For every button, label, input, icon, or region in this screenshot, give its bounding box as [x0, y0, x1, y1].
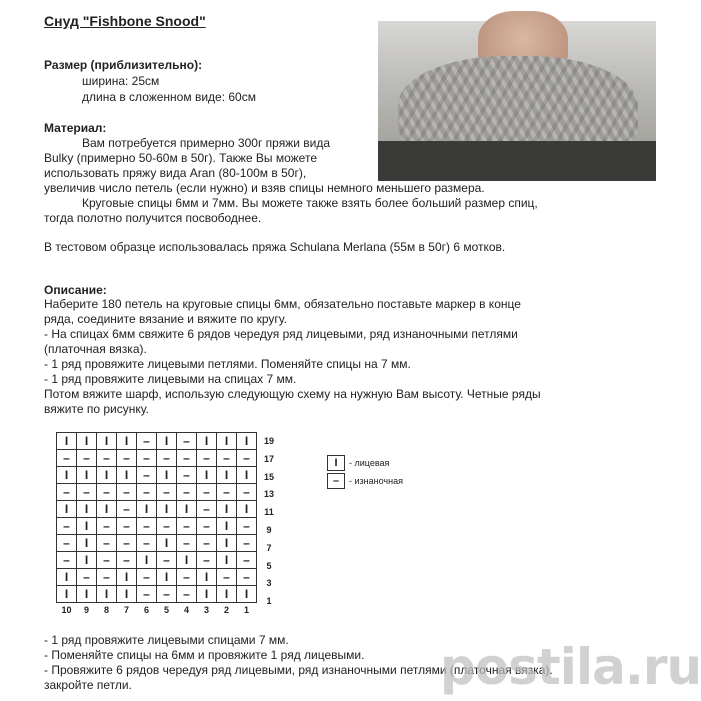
purl-stitch: –: [237, 569, 257, 586]
knit-stitch: I: [117, 586, 137, 603]
row-number: 13: [263, 489, 274, 500]
row-number: 11: [264, 507, 274, 518]
test-sample-note: В тестовом образце использовалась пряжа Schulana Merlana (55м в 50г) 6 мотков.: [44, 240, 506, 254]
purl-stitch: –: [137, 467, 157, 484]
description-line: ряда, соедините вязание и вяжите по кругу.: [44, 312, 287, 326]
purl-stitch: –: [137, 484, 157, 501]
knit-stitch: I: [217, 535, 237, 552]
material-line: Bulky (примерно 50-60м в 50г). Также Вы можете: [44, 151, 317, 165]
knit-stitch: I: [197, 433, 217, 450]
column-number: 2: [223, 605, 229, 615]
knit-stitch: I: [57, 501, 77, 518]
column-numbers: [57, 603, 257, 618]
material-heading: Материал:: [44, 121, 107, 135]
row-number: 7: [266, 542, 272, 553]
row-number: 9: [266, 525, 272, 535]
finish-line: - Провяжите 6 рядов чередуя ряд лицевыми, ряд изнаночными петлями (платочная вязка).: [44, 663, 553, 677]
photo-coat: [378, 141, 656, 181]
knit-stitch: I: [97, 501, 117, 518]
chart-row: [57, 433, 257, 450]
purl-stitch: –: [197, 501, 217, 518]
size-length: длина в сложенном виде: 60см: [82, 90, 256, 104]
purl-stitch: –: [237, 450, 257, 467]
description-line: - 1 ряд провяжите лицевыми петлями. Поменяйте спицы на 7 мм.: [44, 357, 411, 371]
purl-stitch: –: [217, 569, 237, 586]
purl-stitch: –: [157, 484, 177, 501]
material-line: использовать пряжу вида Aran (80-100м в 50г),: [44, 166, 307, 180]
knit-stitch: I: [157, 501, 177, 518]
purl-stitch: –: [77, 484, 97, 501]
chart-row: [57, 450, 257, 467]
finish-line: закройте петли.: [44, 678, 132, 692]
finish-line: - Поменяйте спицы на 6мм и провяжите 1 ряд лицевыми.: [44, 648, 365, 662]
knit-stitch: I: [137, 552, 157, 569]
material-line: Вам потребуется примерно 300г пряжи вида: [82, 136, 331, 150]
row-number: 5: [266, 560, 272, 571]
purl-stitch: –: [177, 569, 197, 586]
knit-stitch: I: [117, 569, 137, 586]
purl-stitch: –: [197, 518, 217, 535]
column-number: 7: [123, 605, 129, 615]
purl-stitch: –: [197, 552, 217, 569]
purl-stitch: –: [117, 450, 137, 467]
purl-stitch: –: [177, 518, 197, 535]
purl-stitch: –: [77, 569, 97, 586]
purl-stitch: –: [197, 450, 217, 467]
knitting-chart: [56, 432, 257, 617]
purl-stitch: –: [57, 518, 77, 535]
knit-stitch: I: [97, 433, 117, 450]
purl-stitch: –: [117, 552, 137, 569]
chart-row: [57, 552, 257, 569]
material-line: Круговые спицы 6мм и 7мм. Вы можете также взять более больший размер спиц,: [82, 196, 538, 210]
purl-stitch: –: [117, 484, 137, 501]
purl-stitch: –: [137, 518, 157, 535]
knit-stitch: I: [117, 467, 137, 484]
purl-stitch: –: [177, 484, 197, 501]
purl-stitch: –: [137, 450, 157, 467]
knit-stitch: I: [157, 535, 177, 552]
purl-stitch: –: [137, 586, 157, 603]
knit-stitch: I: [217, 552, 237, 569]
purl-stitch: –: [137, 433, 157, 450]
purl-stitch: –: [97, 569, 117, 586]
purl-stitch: –: [117, 535, 137, 552]
purl-stitch: –: [77, 450, 97, 467]
knit-stitch: I: [137, 501, 157, 518]
knit-stitch: I: [217, 467, 237, 484]
purl-stitch: –: [177, 450, 197, 467]
row-number: 19: [263, 436, 274, 446]
chart-row: [57, 501, 257, 518]
watermark: postila.ru: [440, 638, 701, 696]
legend-label: - лицевая: [349, 458, 390, 468]
knit-stitch: I: [57, 433, 77, 450]
knit-stitch: I: [57, 569, 77, 586]
knit-stitch: I: [77, 518, 97, 535]
knit-stitch: I: [237, 586, 257, 603]
snood-photo: [378, 21, 656, 171]
description-line: Наберите 180 петель на круговые спицы 6мм, обязательно поставьте маркер в конце: [44, 297, 521, 311]
knit-stitch: I: [157, 467, 177, 484]
knit-stitch: I: [217, 586, 237, 603]
column-number: 1: [243, 605, 249, 615]
purl-stitch: –: [237, 552, 257, 569]
knit-stitch: I: [77, 535, 97, 552]
legend-knit: [327, 455, 389, 471]
row-number: 17: [263, 453, 274, 464]
chart-row: [57, 518, 257, 535]
column-number: 3: [203, 605, 209, 615]
column-number: 8: [103, 605, 109, 615]
knit-stitch: I: [197, 569, 217, 586]
knit-stitch: I: [177, 552, 197, 569]
column-number: 4: [183, 605, 189, 615]
purl-stitch: –: [157, 518, 177, 535]
page-title: Снуд "Fishbone Snood": [44, 13, 206, 29]
purl-stitch: –: [137, 535, 157, 552]
knit-stitch: I: [237, 467, 257, 484]
column-number: 10: [61, 605, 72, 615]
row-number: 3: [266, 578, 272, 589]
column-number: 9: [83, 605, 89, 615]
purl-stitch: –: [117, 518, 137, 535]
knit-stitch: I: [217, 501, 237, 518]
size-width: ширина: 25см: [82, 74, 160, 88]
legend-symbol: –: [327, 473, 345, 489]
purl-stitch: –: [177, 467, 197, 484]
purl-stitch: –: [157, 586, 177, 603]
knit-stitch: I: [57, 586, 77, 603]
purl-stitch: –: [57, 535, 77, 552]
purl-stitch: –: [117, 501, 137, 518]
knit-stitch: I: [77, 586, 97, 603]
chart-row: [57, 586, 257, 603]
purl-stitch: –: [237, 535, 257, 552]
knit-stitch: I: [77, 467, 97, 484]
knit-stitch: I: [237, 501, 257, 518]
chart-row: [57, 569, 257, 586]
purl-stitch: –: [97, 450, 117, 467]
knit-stitch: I: [197, 586, 217, 603]
purl-stitch: –: [57, 484, 77, 501]
knit-stitch: I: [157, 569, 177, 586]
purl-stitch: –: [237, 484, 257, 501]
purl-stitch: –: [97, 552, 117, 569]
knit-stitch: I: [77, 552, 97, 569]
purl-stitch: –: [177, 535, 197, 552]
column-number: 5: [163, 605, 169, 615]
knit-stitch: I: [177, 501, 197, 518]
knit-stitch: I: [77, 433, 97, 450]
purl-stitch: –: [57, 552, 77, 569]
purl-stitch: –: [157, 552, 177, 569]
material-line: тогда полотно получится посвободнее.: [44, 211, 262, 225]
purl-stitch: –: [177, 433, 197, 450]
purl-stitch: –: [97, 535, 117, 552]
purl-stitch: –: [97, 484, 117, 501]
purl-stitch: –: [217, 450, 237, 467]
description-line: (платочная вязка).: [44, 342, 147, 356]
purl-stitch: –: [197, 484, 217, 501]
purl-stitch: –: [97, 518, 117, 535]
purl-stitch: –: [197, 535, 217, 552]
knit-stitch: I: [237, 433, 257, 450]
chart-row: [57, 535, 257, 552]
description-heading: Описание:: [44, 283, 107, 297]
purl-stitch: –: [157, 450, 177, 467]
knit-stitch: I: [217, 433, 237, 450]
description-line: - 1 ряд провяжите лицевыми на спицах 7 мм.: [44, 372, 297, 386]
knit-stitch: I: [77, 501, 97, 518]
knit-stitch: I: [157, 433, 177, 450]
purl-stitch: –: [217, 484, 237, 501]
legend-purl: [327, 473, 403, 489]
row-number: 15: [263, 471, 274, 482]
purl-stitch: –: [237, 518, 257, 535]
knit-stitch: I: [97, 586, 117, 603]
knit-stitch: I: [197, 467, 217, 484]
description-line: вяжите по рисунку.: [44, 402, 149, 416]
knit-stitch: I: [117, 433, 137, 450]
knit-stitch: I: [57, 467, 77, 484]
column-number: 6: [143, 605, 149, 615]
knit-stitch: I: [97, 467, 117, 484]
row-number: 1: [266, 596, 272, 607]
description-line: Потом вяжите шарф, использую следующую схему на нужную Вам высоту. Четные ряды: [44, 387, 541, 401]
purl-stitch: –: [57, 450, 77, 467]
description-line: - На спицах 6мм свяжите 6 рядов чередуя ряд лицевыми, ряд изнаночными петлями: [44, 327, 518, 341]
finish-line: - 1 ряд провяжите лицевыми спицами 7 мм.: [44, 633, 289, 647]
purl-stitch: –: [177, 586, 197, 603]
legend-symbol: I: [327, 455, 345, 471]
size-heading: Размер (приблизительно):: [44, 58, 203, 72]
chart-row: [57, 467, 257, 484]
legend-label: - изнаночная: [349, 476, 403, 486]
material-line: увеличив число петель (если нужно) и взяв спицы немного меньшего размера.: [44, 181, 485, 195]
chart-row: [57, 484, 257, 501]
knit-stitch: I: [217, 518, 237, 535]
purl-stitch: –: [137, 569, 157, 586]
